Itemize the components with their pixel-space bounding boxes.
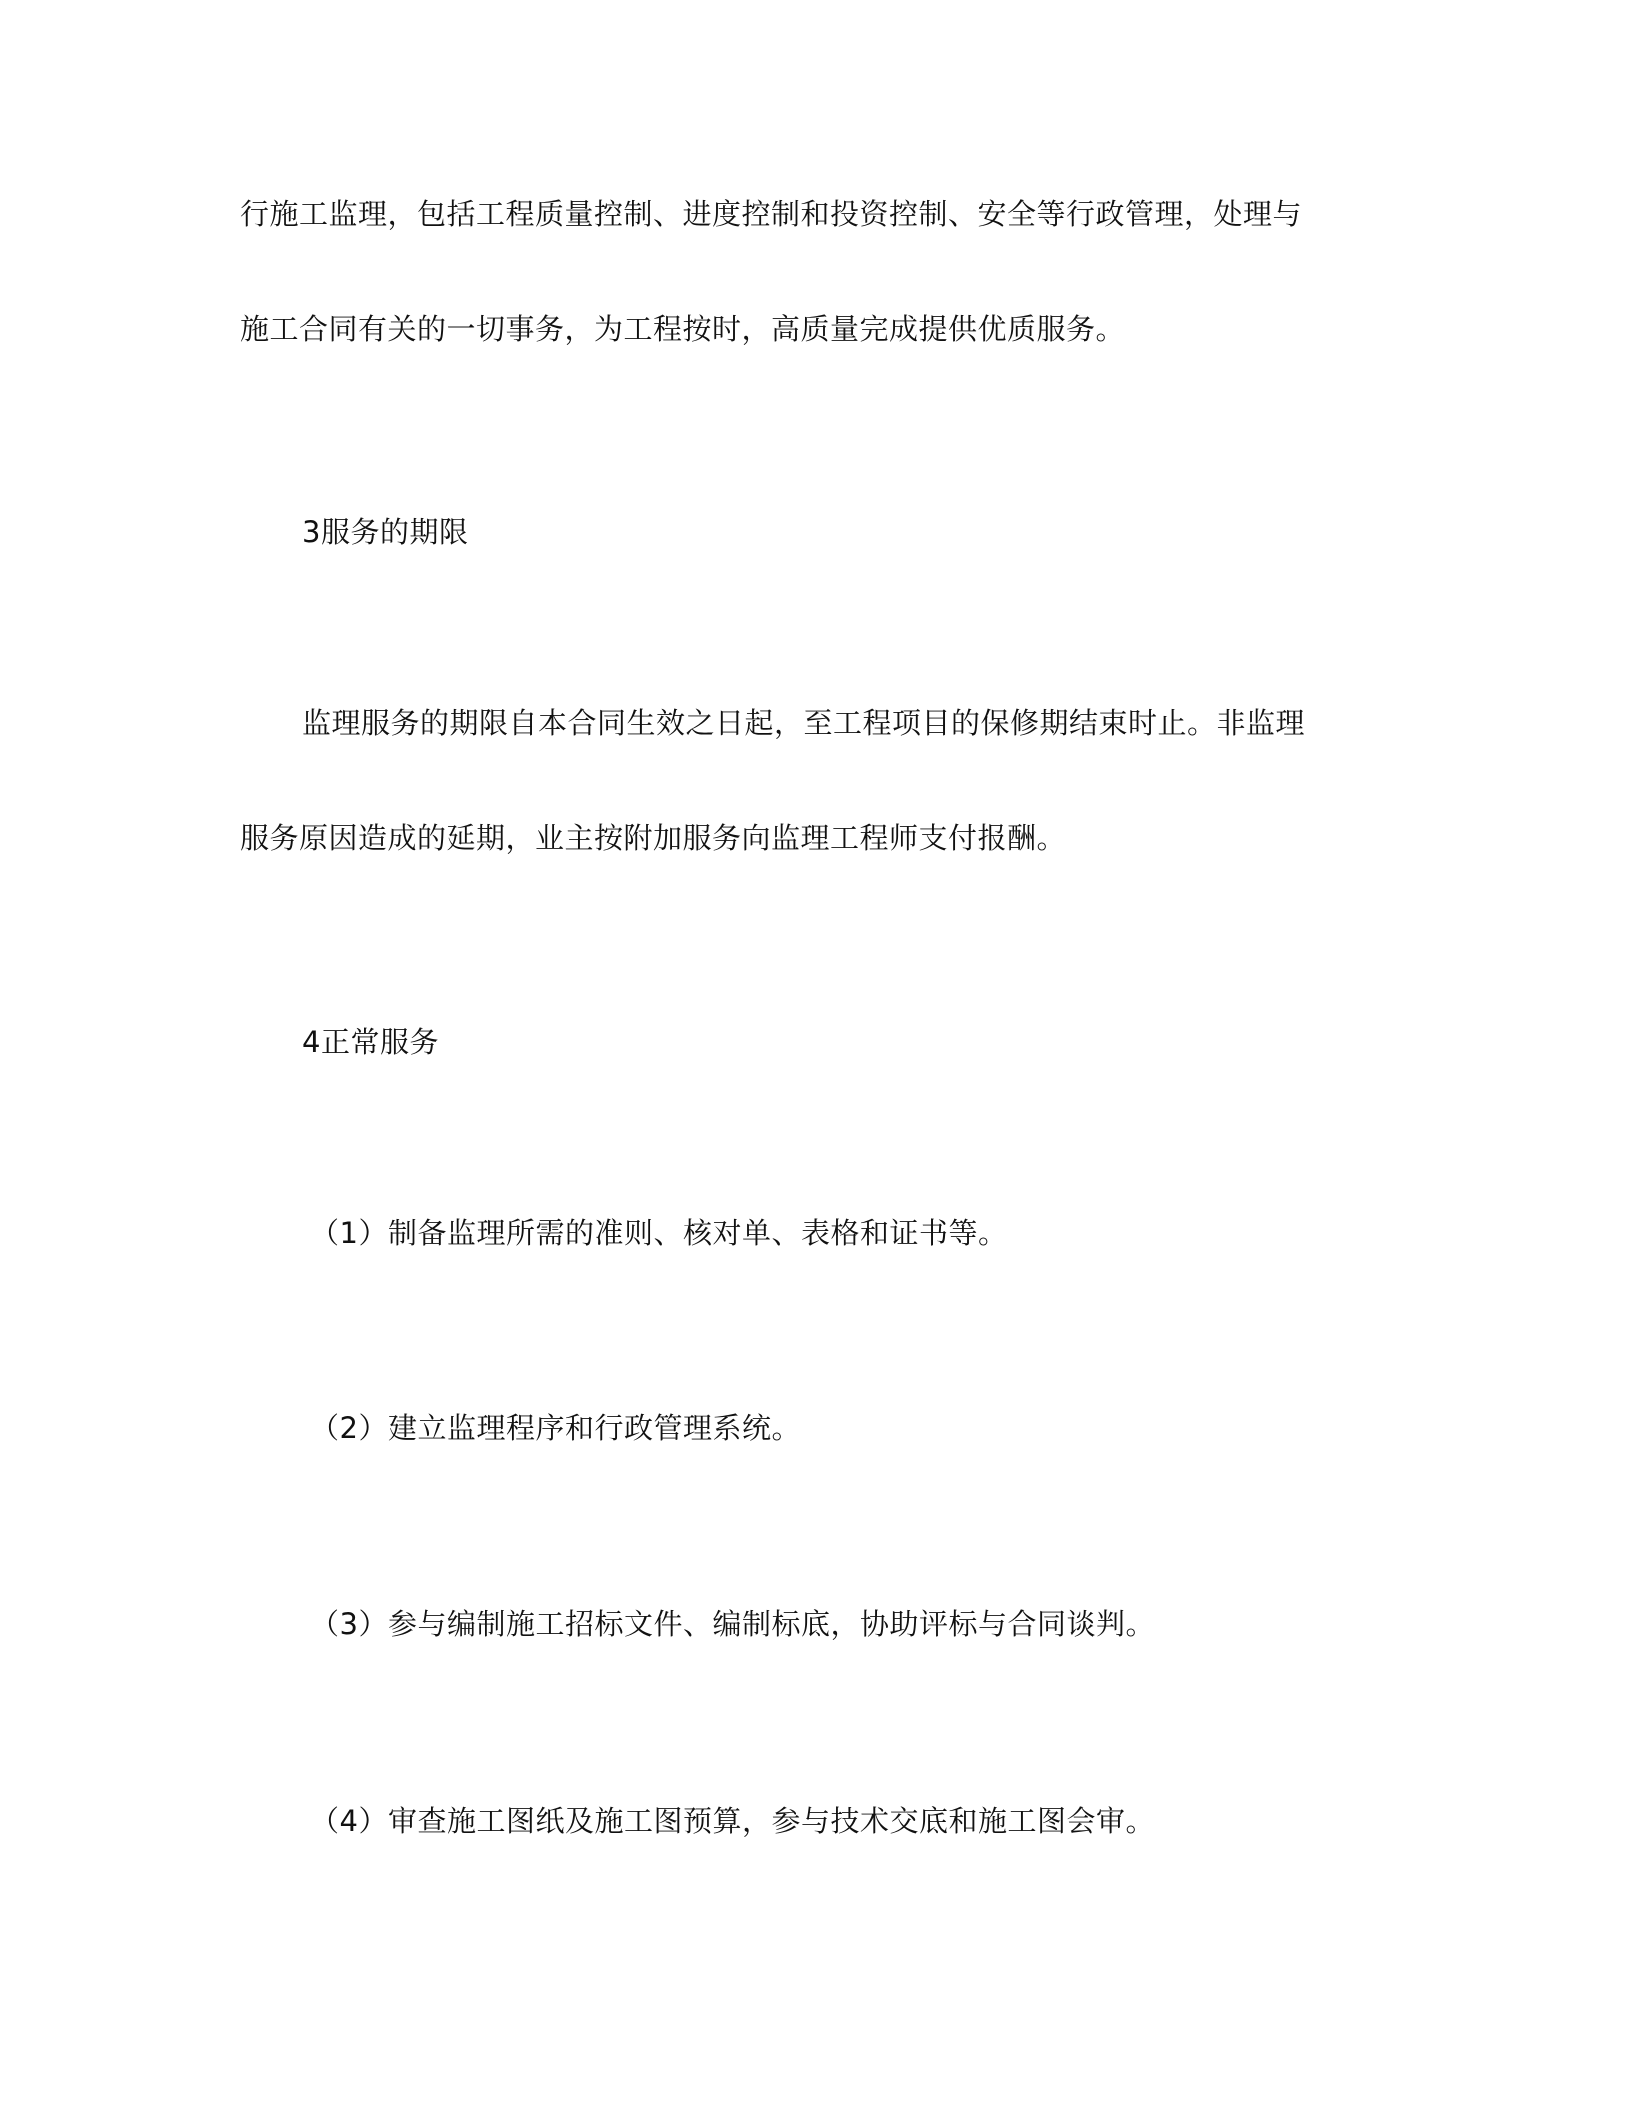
list-item: （1）制备监理所需的准则、核对单、表格和证书等。 [310, 1216, 1008, 1250]
section-heading: 3服务的期限 [302, 515, 469, 549]
paragraph-line: 服务原因造成的延期，业主按附加服务向监理工程师支付报酬。 [240, 821, 1067, 855]
paragraph-line: 行施工监理，包括工程质量控制、进度控制和投资控制、安全等行政管理，处理与 [240, 197, 1303, 231]
list-item: （2）建立监理程序和行政管理系统。 [310, 1411, 801, 1445]
section-heading: 4正常服务 [302, 1025, 439, 1059]
paragraph-line: 监理服务的期限自本合同生效之日起，至工程项目的保修期结束时止。非监理 [302, 706, 1306, 740]
paragraph-line: 施工合同有关的一切事务，为工程按时，高质量完成提供优质服务。 [240, 312, 1126, 346]
list-item: （4）审查施工图纸及施工图预算，参与技术交底和施工图会审。 [310, 1804, 1155, 1838]
list-item: （3）参与编制施工招标文件、编制标底，协助评标与合同谈判。 [310, 1607, 1155, 1641]
